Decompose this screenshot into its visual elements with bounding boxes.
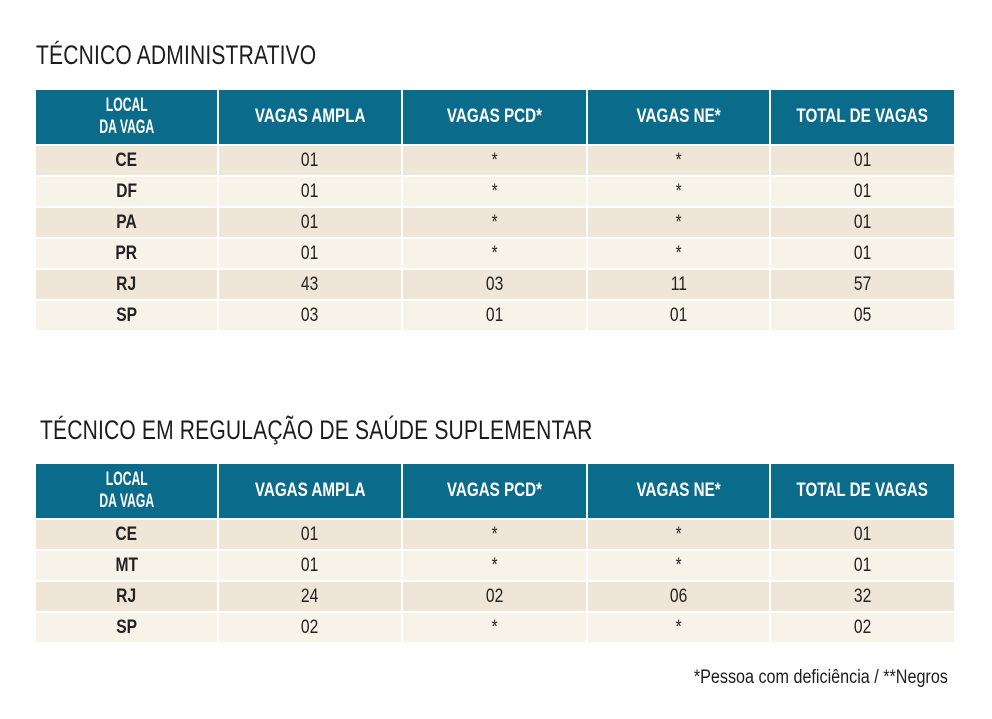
cell-total-vagas: 57	[771, 270, 954, 301]
column-header-local: LOCAL DA VAGA	[36, 90, 219, 146]
cell-local: MT	[36, 551, 219, 582]
cell-vagas-pcd: *	[403, 239, 588, 270]
column-header-total-vagas: TOTAL DE VAGAS	[771, 464, 954, 520]
table-row	[36, 551, 954, 582]
cell-vagas-pcd: 01	[403, 301, 588, 332]
cell-vagas-pcd: *	[403, 146, 588, 177]
cell-vagas-ne: *	[588, 239, 771, 270]
cell-vagas-ne: *	[588, 613, 771, 644]
cell-vagas-pcd: *	[403, 520, 588, 551]
cell-vagas-ne: *	[588, 520, 771, 551]
column-header-vagas-pcd: VAGAS PCD*	[403, 464, 588, 520]
column-header-vagas-ampla: VAGAS AMPLA	[219, 90, 403, 146]
cell-vagas-pcd: 03	[403, 270, 588, 301]
cell-total-vagas: 01	[771, 208, 954, 239]
table-row	[36, 301, 954, 332]
table-row	[36, 520, 954, 551]
cell-vagas-pcd: 02	[403, 582, 588, 613]
footnote: *Pessoa com deficiência / **Negros	[693, 667, 948, 688]
column-header-vagas-ne: VAGAS NE*	[588, 464, 771, 520]
cell-local: CE	[36, 520, 219, 551]
cell-vagas-ampla: 01	[219, 551, 403, 582]
cell-total-vagas: 32	[771, 582, 954, 613]
vagas-table-tecnico-regulacao-saude	[36, 464, 954, 644]
cell-total-vagas: 01	[771, 551, 954, 582]
cell-vagas-pcd: *	[403, 177, 588, 208]
column-header-total-vagas: TOTAL DE VAGAS	[771, 90, 954, 146]
cell-vagas-ne: *	[588, 551, 771, 582]
cell-vagas-pcd: *	[403, 208, 588, 239]
table-row	[36, 270, 954, 301]
cell-vagas-pcd: *	[403, 613, 588, 644]
cell-vagas-ne: *	[588, 208, 771, 239]
table-row	[36, 582, 954, 613]
cell-vagas-ampla: 24	[219, 582, 403, 613]
cell-vagas-ne: *	[588, 146, 771, 177]
cell-local: SP	[36, 613, 219, 644]
section-title-tecnico-regulacao-saude: TÉCNICO EM REGULAÇÃO DE SAÚDE SUPLEMENTAR	[40, 415, 593, 445]
cell-total-vagas: 05	[771, 301, 954, 332]
cell-total-vagas: 02	[771, 613, 954, 644]
cell-total-vagas: 01	[771, 520, 954, 551]
section-title-tecnico-administrativo: TÉCNICO ADMINISTRATIVO	[36, 40, 317, 70]
cell-local: RJ	[36, 270, 219, 301]
cell-total-vagas: 01	[771, 239, 954, 270]
cell-total-vagas: 01	[771, 146, 954, 177]
vagas-table-tecnico-administrativo	[36, 90, 954, 332]
cell-vagas-ne: 11	[588, 270, 771, 301]
cell-vagas-pcd: *	[403, 551, 588, 582]
table-header-row	[36, 464, 954, 520]
cell-total-vagas: 01	[771, 177, 954, 208]
cell-vagas-ampla: 01	[219, 146, 403, 177]
table-row	[36, 613, 954, 644]
cell-local: CE	[36, 146, 219, 177]
cell-vagas-ampla: 01	[219, 208, 403, 239]
column-header-vagas-pcd: VAGAS PCD*	[403, 90, 588, 146]
cell-vagas-ne: *	[588, 177, 771, 208]
column-header-vagas-ampla: VAGAS AMPLA	[219, 464, 403, 520]
cell-vagas-ampla: 43	[219, 270, 403, 301]
cell-vagas-ampla: 01	[219, 239, 403, 270]
cell-local: PR	[36, 239, 219, 270]
cell-local: PA	[36, 208, 219, 239]
cell-vagas-ne: 06	[588, 582, 771, 613]
cell-vagas-ampla: 01	[219, 177, 403, 208]
cell-local: DF	[36, 177, 219, 208]
table-row	[36, 239, 954, 270]
cell-local: RJ	[36, 582, 219, 613]
table-row	[36, 146, 954, 177]
cell-local: SP	[36, 301, 219, 332]
table-row	[36, 177, 954, 208]
column-header-local: LOCAL DA VAGA	[36, 464, 219, 520]
cell-vagas-ne: 01	[588, 301, 771, 332]
column-header-vagas-ne: VAGAS NE*	[588, 90, 771, 146]
cell-vagas-ampla: 03	[219, 301, 403, 332]
cell-vagas-ampla: 01	[219, 520, 403, 551]
table-row	[36, 208, 954, 239]
table-header-row	[36, 90, 954, 146]
cell-vagas-ampla: 02	[219, 613, 403, 644]
